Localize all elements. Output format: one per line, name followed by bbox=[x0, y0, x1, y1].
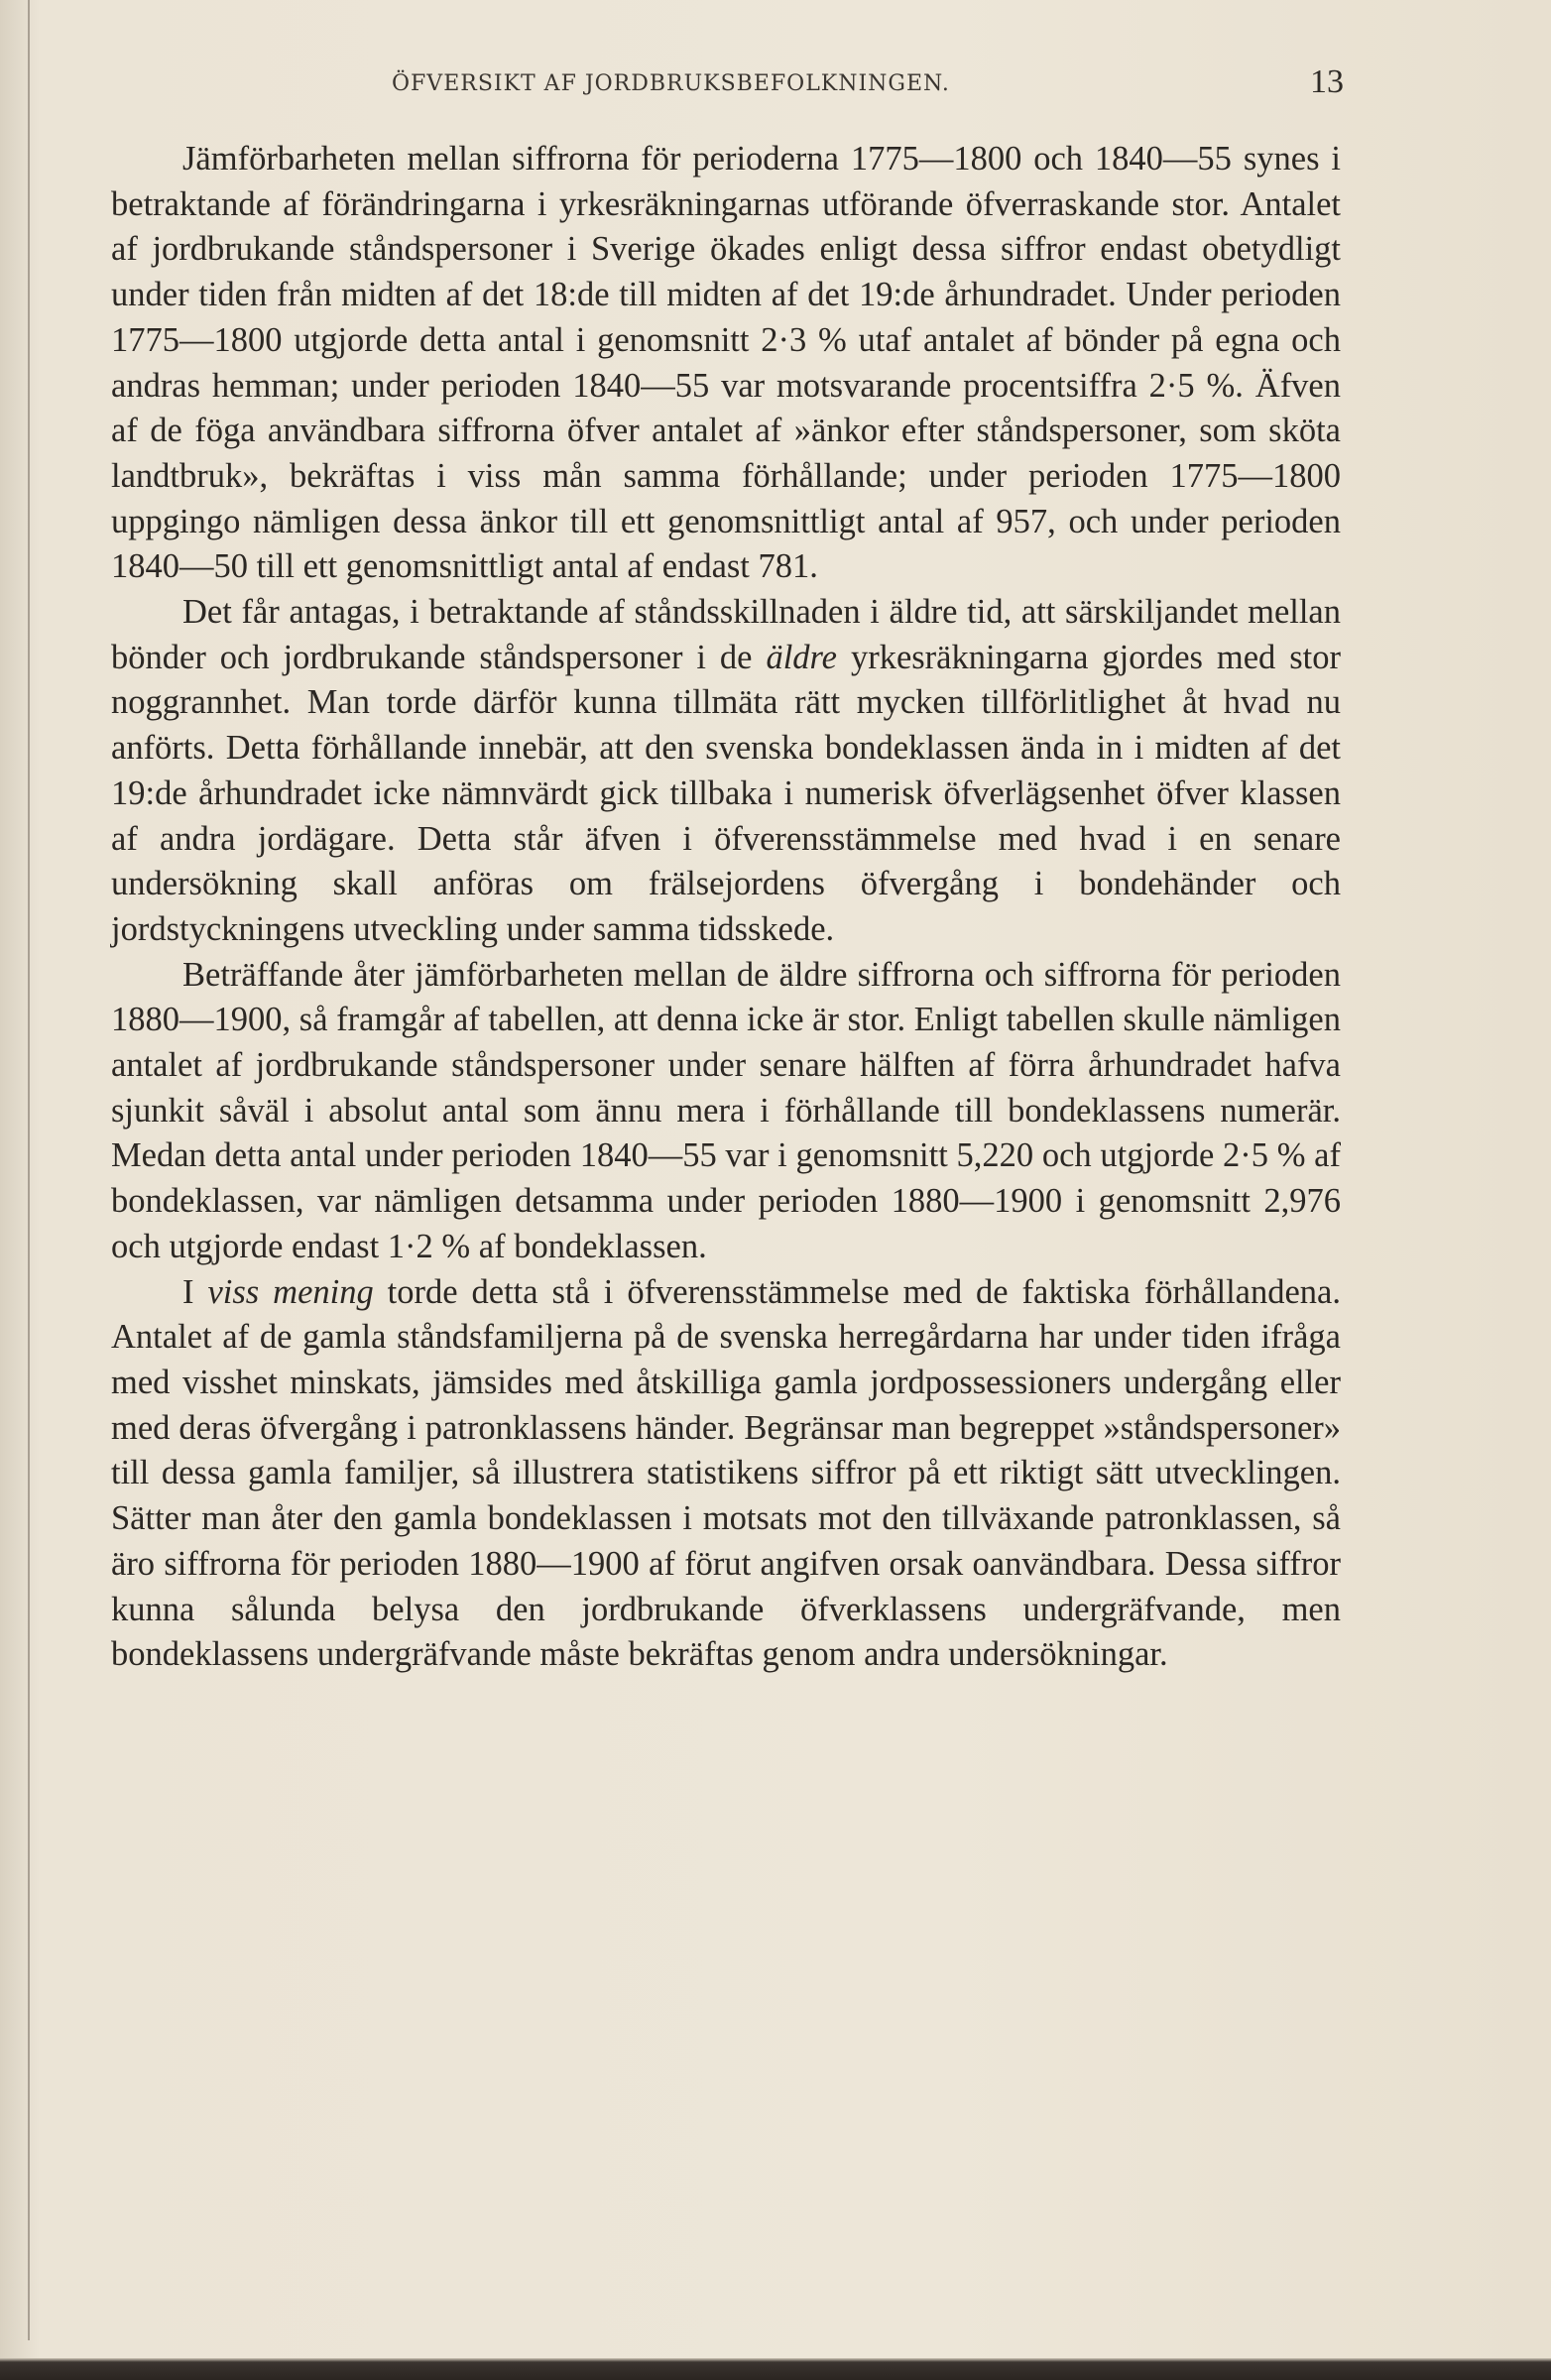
paragraph-4-emphasis: viss mening bbox=[207, 1272, 374, 1311]
page-gutter-line bbox=[28, 0, 30, 2340]
running-head: ÖFVERSIKT AF JORDBRUKSBEFOLKNINGEN. bbox=[392, 71, 950, 96]
paragraph-2-text-start: Det får antagas, i betraktande af ståndsskillnaden i äldre tid, att särskiljandet mellan bönder och jordbrukande ståndspersoner i de bbox=[111, 593, 1341, 676]
page-number: 13 bbox=[1310, 63, 1344, 100]
paragraph-1 bbox=[111, 137, 1341, 590]
paragraph-4 bbox=[111, 1270, 1341, 1678]
paragraph-2-emphasis: äldre bbox=[766, 638, 837, 676]
paragraph-2-text-end: yrkesräkningarna gjordes med stor noggrannhet. Man torde därför kunna tillmäta rätt mycken tillförlitlighet åt hvad nu anförts. Detta förhållande innebär, att den svenska bondeklassen ända in i midten af det 19:de århundradet icke nämnvärdt gick tillbaka i numerisk öfverlägsenhet öfver klassen af andra jordägare. Detta står äfven i öfverensstämmelse med hvad i en senare undersökning skall anföras om frälsejordens öfvergång i bondehänder och jordstyckningens utveckling under samma tidsskede. bbox=[111, 638, 1341, 948]
paragraph-4-text-start: I bbox=[182, 1272, 208, 1311]
paragraph-2 bbox=[111, 590, 1341, 953]
paragraph-3-text: Beträffande åter jämförbarheten mellan de äldre siffrorna och siffrorna för perioden 1880—1900, så framgår af tabellen, att denna icke är stor. Enligt tabellen skulle nämligen antalet af jordbrukande ståndspersoner under senare hälften af förra århundradet hafva sjunkit såväl i absolut antal som ännu mera i förhållande till bondeklassens numerär. Medan detta antal under perioden 1840—55 var i genomsnitt 5,220 och utgjorde 2·5 % af bondeklassen, var nämligen detsamma under perioden 1880—1900 i genomsnitt 2,976 och utgjorde endast 1·2 % af bondeklassen. bbox=[111, 955, 1341, 1265]
body-text bbox=[111, 137, 1341, 1678]
page-header bbox=[392, 63, 1344, 103]
paragraph-3 bbox=[111, 953, 1341, 1270]
page-bottom-edge bbox=[0, 2358, 1551, 2380]
paragraph-4-text-end: torde detta stå i öfverensstämmelse med de faktiska förhållandena. Antalet af de gamla ståndsfamiljerna på de svenska herregårdarna har under tiden ifråga med visshet minskats, jämsides med åtskilliga gamla jordpossessioners undergång eller med deras öfvergång i patronklassens händer. Begränsar man begreppet »ståndspersoner» till dessa gamla familjer, så illustrera statistikens siffror på ett riktigt sätt utvecklingen. Sätter man åter den gamla bondeklassen i motsats mot den tillväxande patronklassen, så äro siffrorna för perioden 1880—1900 af förut angifven orsak oanvändbara. Dessa siffror kunna sålunda belysa den jordbrukande öfverklassens undergräfvande, men bondeklassens undergräfvande måste bekräftas genom andra undersökningar. bbox=[111, 1272, 1341, 1674]
paragraph-1-text: Jämförbarheten mellan siffrorna för perioderna 1775—1800 och 1840—55 synes i betraktande af förändringarna i yrkesräkningarnas utförande öfverraskande stor. Antalet af jordbrukande ståndspersoner i Sverige ökades enligt dessa siffror endast obetydligt under tiden från midten af det 18:de till midten af det 19:de århundradet. Under perioden 1775—1800 utgjorde detta antal i genomsnitt 2·3 % utaf antalet af bönder på egna och andras hemman; under perioden 1840—55 var motsvarande procentsiffra 2·5 %. Äfven af de föga användbara siffrorna öfver antalet af »änkor efter ståndspersoner, som sköta landtbruk», bekräftas i viss mån samma förhållande; under perioden 1775—1800 uppgingo nämligen dessa änkor till ett genomsnittligt antal af 957, och under perioden 1840—50 till ett genomsnittligt antal af endast 781. bbox=[111, 140, 1341, 586]
